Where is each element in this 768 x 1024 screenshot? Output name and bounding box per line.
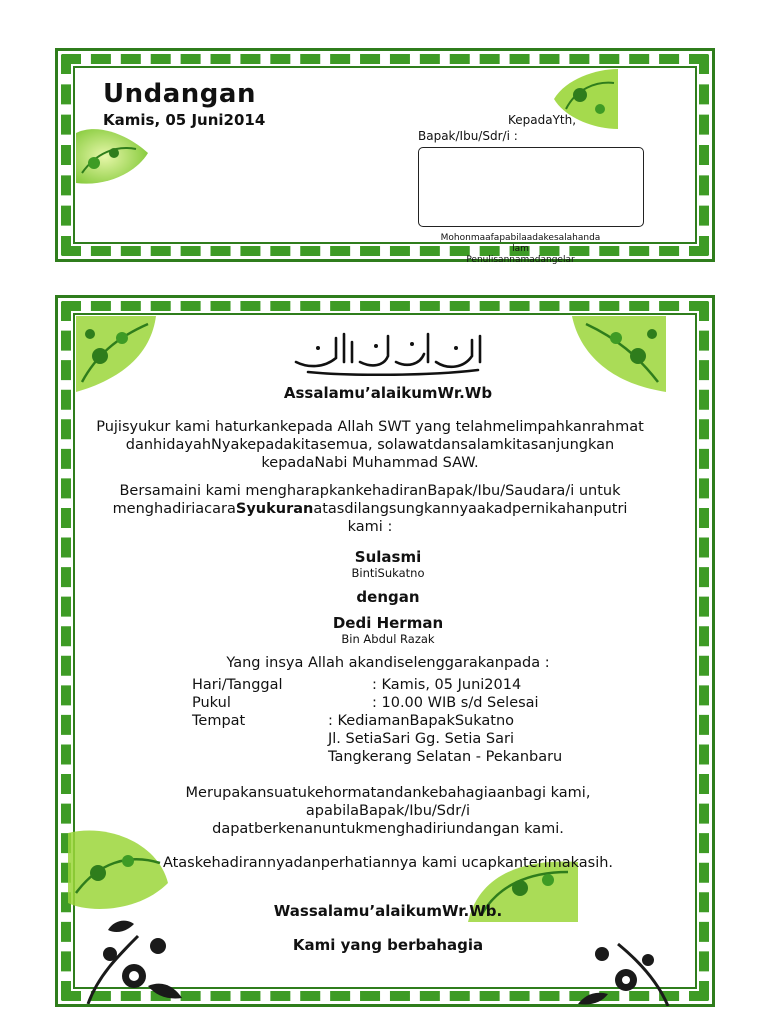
- thanks-line: Ataskehadirannyadanperhatiannya kami ucapkanterimakasih.: [162, 855, 614, 871]
- signature-line: Kami yang berbahagia: [292, 936, 484, 954]
- paragraph-line: Bersamaini kami mengharapkankehadiranBapak/Ibu/Saudara/i untuk: [119, 483, 621, 499]
- place-label: Tempat: [192, 713, 246, 729]
- time-value: : 10.00 WIB s/d Selesai: [372, 695, 539, 711]
- green-leaf-corner-icon: [76, 123, 148, 187]
- day-label: Hari/Tanggal: [192, 677, 283, 693]
- basmala-calligraphy-icon: [288, 328, 488, 376]
- paragraph-line: kami :: [347, 519, 393, 535]
- event-intro: Yang insya Allah akandiselenggarakanpada :: [226, 655, 550, 671]
- invitation-paragraph: [58, 482, 682, 536]
- opening-paragraph: [58, 418, 682, 472]
- day-value: : Kamis, 05 Juni2014: [372, 677, 522, 693]
- paragraph-line: Pujisyukur kami haturkankepada Allah SWT yang telahmelimpahkanrahmat: [96, 419, 644, 435]
- recipient-greeting: KepadaYth,: [508, 113, 577, 127]
- recipient-name-box: [418, 147, 644, 227]
- opening-greeting: Assalamu’alaikumWr.Wb: [283, 384, 493, 402]
- invitation-letter: [55, 295, 715, 1007]
- apology-note-line: Mohonmaafapabilaadakesalahanda: [440, 233, 601, 243]
- groom-name: Dedi Herman: [332, 614, 444, 632]
- place-value: : KediamanBapakSukatno: [328, 713, 515, 729]
- groom-parent: Bin Abdul Razak: [341, 632, 435, 646]
- envelope-title: Undangan: [103, 79, 256, 109]
- place-city: Tangkerang Selatan - Pekanbaru: [328, 749, 563, 765]
- paragraph-line: danhidayahNyakepadakitasemua, solawatdansalamkitasanjungkan: [125, 437, 615, 453]
- letter-inner: [75, 315, 695, 987]
- apology-note: [418, 233, 623, 266]
- paragraph-text: menghadiriacara: [112, 501, 236, 517]
- paragraph-line: kepadaNabi Muhammad SAW.: [261, 455, 479, 471]
- recipient-label: Bapak/Ibu/Sdr/i :: [418, 129, 518, 143]
- bride-name: Sulasmi: [354, 548, 422, 566]
- paragraph-line: dapatberkenanuntukmenghadiriundangan kami.: [212, 821, 564, 837]
- closing-greeting: Wassalamu’alaikumWr.Wb.: [273, 902, 503, 920]
- place-address: Jl. SetiaSari Gg. Setia Sari: [328, 731, 515, 747]
- bride-parent: BintiSukatno: [351, 566, 425, 580]
- paragraph-line: Merupakansuatukehormatandankebahagiaanbagi kami,: [185, 785, 591, 801]
- paragraph-line: [58, 500, 682, 518]
- paragraph-line: apabilaBapak/Ibu/Sdr/i: [305, 803, 471, 819]
- envelope-date: Kamis, 05 Juni2014: [103, 111, 266, 129]
- paragraph-text: atasdilangsungkannyaakadpernikahanputri: [313, 501, 628, 517]
- envelope-card: [55, 48, 715, 265]
- apology-note-line: lam: [512, 244, 529, 254]
- apology-note-line: Penulisannamadangelar: [466, 255, 575, 265]
- black-floral-ornament-icon: [78, 916, 188, 1004]
- time-label: Pukul: [192, 695, 231, 711]
- connector-word: dengan: [356, 588, 420, 606]
- honor-paragraph: [76, 784, 700, 838]
- event-name: Syukuran: [235, 501, 314, 517]
